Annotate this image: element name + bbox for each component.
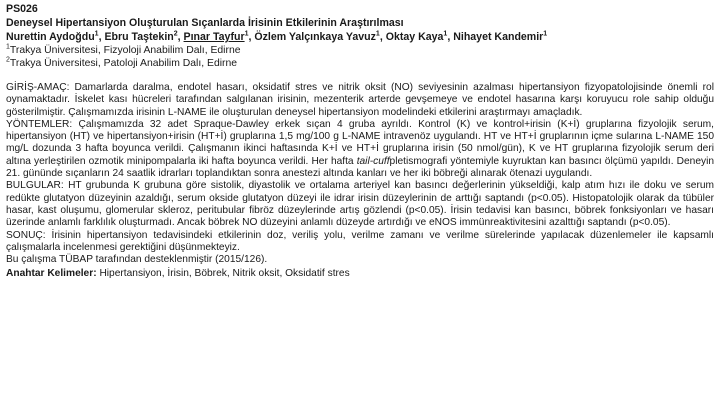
section-results: BULGULAR: HT grubunda K grubuna göre sistolik, diyastolik ve ortalama arteriyel kan basıncı değerlerinin yükseldiği, kalp atım hızı ile doku ve serum redükte glutatyon düzeyinin azaldığı, serum okside glutatyon düzeyi ile idrar irisin düzeylerinin de arttığı saptandı (p<0.05). Histopatolojik olarak da tübüler hasar, kast oluşumu, glomerular skleroz, peritubular fibröz düzeylerinde artış gözlendi (p<0.05). İrisin tedavisi kan basıncı, böbrek fonksiyonları ve hasarı üzerinde anlamlı farklılık oluşturmadı. Ancak böbrek NO düzeyini anlamlı düzeyde artırdığı ve eNOS immünreaktivitesini azalttığı saptandı (p<0.05).: [6, 180, 714, 229]
keywords-label: Anahtar Kelimeler:: [6, 268, 97, 280]
affiliation-text: Trakya Üniversitesi, Patoloji Anabilim Dalı, Edirne: [9, 58, 238, 69]
author-list: [6, 30, 714, 44]
author-separator: ,: [248, 31, 255, 43]
affiliation-text: Trakya Üniversitesi, Fizyoloji Anabilim Dalı, Edirne: [9, 45, 241, 56]
author-name: Özlem Yalçınkaya Yavuz: [254, 31, 376, 43]
author-name: Pınar Tayfur: [183, 31, 245, 43]
methods-text-1: YÖNTEMLER: Çalışmamızda 32 adet Spraque-Dawley erkek sıçan 4 gruba ayrıldı. Kontrol (K) ve kontrol+irisin (K+İ) gruplarına fizyolojik serum, hipertansiyon (HT) ve hipertansiyon+irisin (HT+İ) gruplarına 1,5 mg/100 g L-NAME intravenöz uygulandı. HT ve HT+İ gruplarının içme sularına L-NAME 150 mg/L dozunda 3 hafta boyunca verildi. Çalışmanın ikinci haftasında K+İ ve HT+İ gruplarına irisin (50 nmol/gün), K ve HT gruplarına fizyolojik serum deri altına yerleştirilen ozmotik minipompalarla iki hafta boyunca verildi. Her hafta: [6, 118, 714, 167]
section-methods: [6, 119, 714, 180]
keywords: [6, 267, 714, 280]
section-conclusion: SONUÇ: İrisinin hipertansiyon tedavisindeki etkilerinin doz, veriliş yolu, verilme zamanı ve verilme sürelerinde yapılacak düzenlemeler ile kapsamlı çalışmalarla incelenmesi gerektiğini düşünmekteyiz.: [6, 229, 714, 253]
methods-italic-term: tail-cuff: [356, 155, 390, 167]
abstract-title: Deneysel Hipertansiyon Oluşturulan Sıçanlarda İrisinin Etkilerinin Araştırılması: [6, 17, 404, 29]
author-name: Nurettin Aydoğdu: [6, 31, 95, 43]
affiliation-number: 1: [6, 43, 10, 51]
affiliation: [6, 57, 714, 70]
affiliation-list: [6, 44, 714, 70]
abstract-code: PS026: [6, 3, 38, 15]
author-affiliation-number: 1: [94, 30, 99, 38]
author-affiliation-number: 1: [443, 30, 448, 38]
methods-text-2: pletismografi yöntemiyle kuyruktan kan basıncı ölçümü yapıldı. Deneyin 21. gününde sıçanların 24 saatlik idrarları toplandıktan sonra anestezi altında kanları ve her iki böbreği alınarak ötenazi uygulandı.: [6, 155, 715, 180]
author-affiliation-number: 1: [375, 30, 380, 38]
section-introduction-aim: GİRİŞ-AMAÇ: Damarlarda daralma, endotel hasarı, oksidatif stres ve nitrik oksit (NO) seviyesinin azalması hipertansiyon fizyopatolojisinde önemli rol oynamaktadır. İskelet kası hücreleri tarafından salgılanan irisinin, mezenterik arterde gevşemeye ve endotel hasarına karşı koruyucu role sahip olduğu gösterilmiştir. Çalışmamızda irisinin L-NAME ile oluşturulan deneysel hipertansiyon modelindeki etkilerini araştırmayı amaçladık.: [6, 82, 714, 118]
affiliation: [6, 44, 714, 57]
author-separator: ,: [177, 31, 184, 43]
author-name: Ebru Taştekin: [104, 31, 174, 43]
author-affiliation-number: 1: [244, 30, 249, 38]
funding-note: Bu çalışma TÜBAP tarafından desteklenmiştir (2015/126).: [6, 254, 268, 266]
author-name: Oktay Kaya: [385, 31, 444, 43]
author-separator: ,: [379, 31, 386, 43]
author-name: Nihayet Kandemir: [453, 31, 544, 43]
author-affiliation-number: 2: [173, 30, 178, 38]
author-affiliation-number: 1: [543, 30, 548, 38]
affiliation-number: 2: [6, 56, 10, 64]
keywords-values: Hipertansiyon, İrisin, Böbrek, Nitrik oksit, Oksidatif stres: [99, 268, 350, 280]
author-separator: ,: [98, 31, 105, 43]
author-separator: ,: [447, 31, 454, 43]
